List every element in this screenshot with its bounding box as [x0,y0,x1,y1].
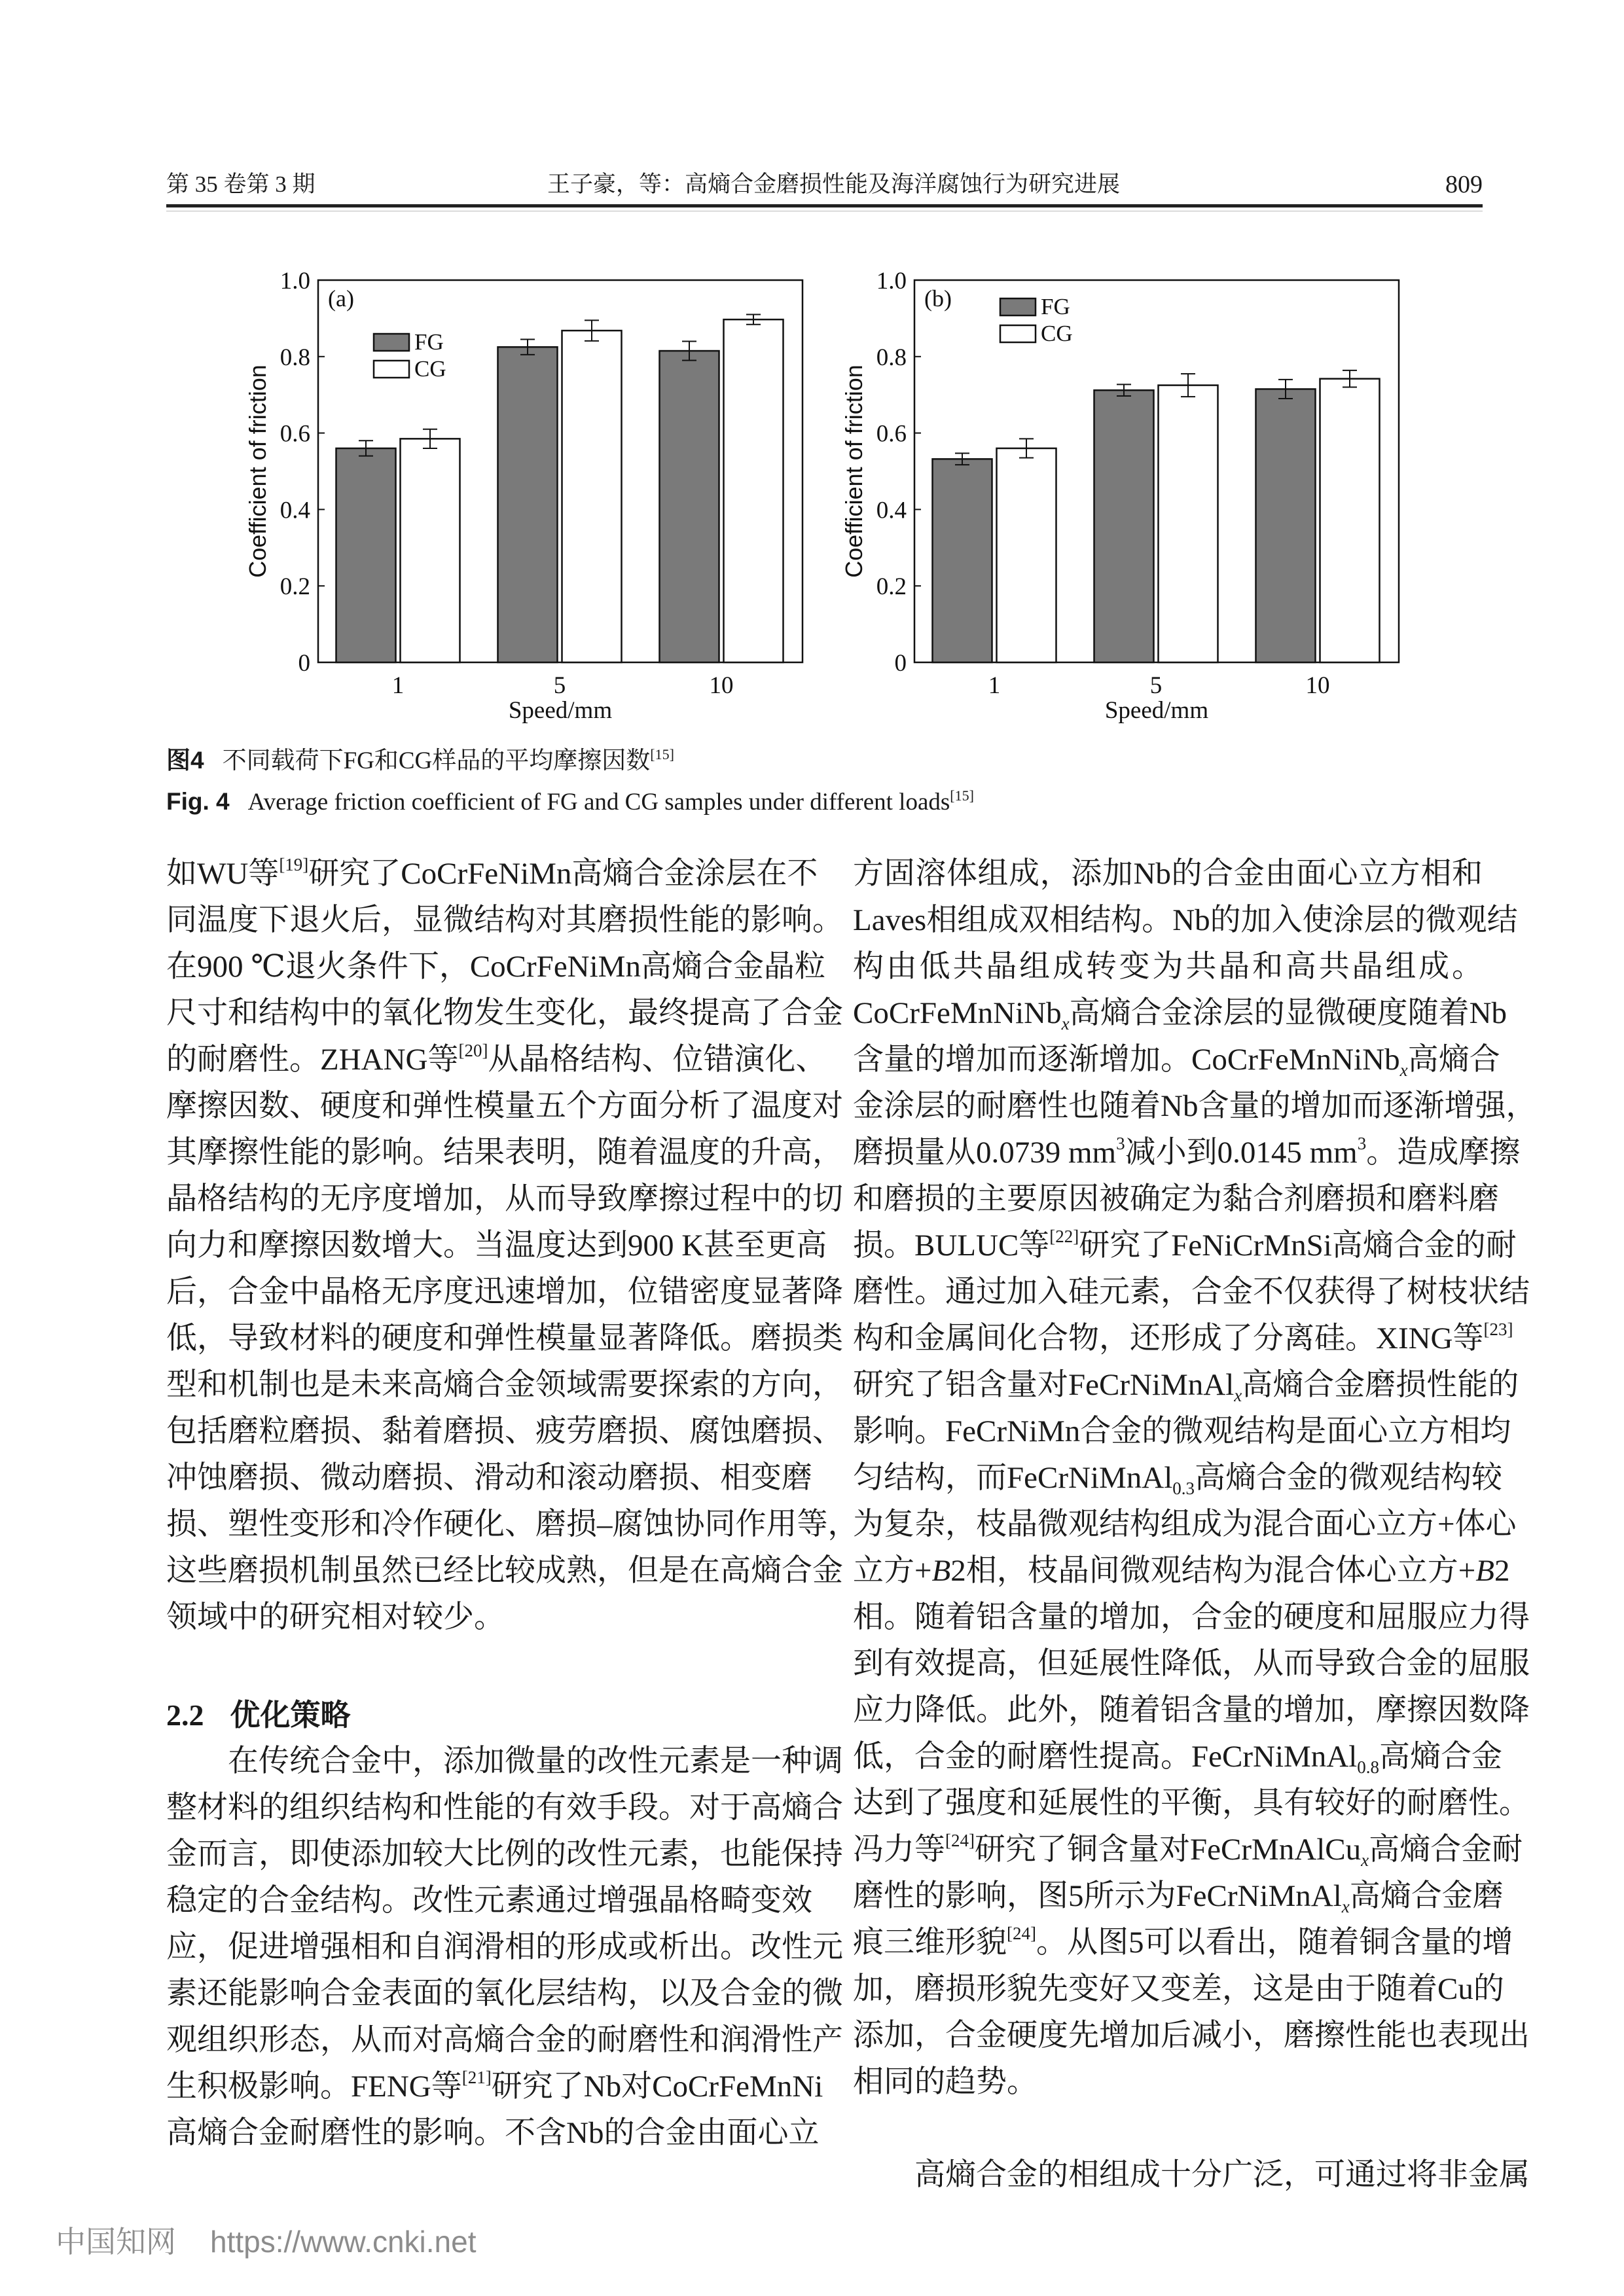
legend-swatch-fg [1000,298,1036,315]
text-line [166,1223,827,1269]
text-run: 同温度下退火后，显微结构对其磨损性能的影响。 [166,903,843,937]
text-line [166,1083,843,1130]
text-run: 高熵合金的微观结构较 [1195,1461,1503,1495]
text-line [166,2017,843,2064]
citation-ref: [20] [458,1041,488,1060]
x-tick-label: 1 [391,672,405,699]
y-tick-label: 0.2 [280,573,310,601]
citation-ref: [21] [461,2068,492,2087]
text-run: 整材料的组织结构和性能的有效手段。对于高熵合 [166,1791,843,1825]
caption-label-en: Fig. 4 [166,788,230,815]
text-run: Laves相组成双相结构。Nb的加入使涂层的微观结 [853,903,1518,937]
x-tick-label: 5 [553,672,566,699]
watermark-footer [56,2222,477,2261]
text-line [853,1594,1530,1641]
text-line [853,1920,1513,1966]
caption-text-cn: 不同载荷下FG和CG样品的平均摩擦因数 [222,747,651,774]
bar-cg [1320,379,1380,662]
text-run: 在900 ℃退火条件下，CoCrFeNiMn高熵合金晶粒 [166,950,825,984]
text-line [853,2059,1483,2106]
x-tick-label: 10 [709,672,734,699]
text-line [853,990,1507,1037]
text-line [853,1037,1500,1083]
text-run: 向力和摩擦因数增大。当温度达到900 K甚至更高 [166,1229,827,1263]
text-run: 磨性的影响，图5所示为FeCrNiMnAl [853,1879,1342,1913]
legend-label: FG [1041,294,1070,319]
y-tick-label: 0 [298,650,310,677]
journal-issue: 第 35 卷第 3 期 [166,171,316,197]
text-run: 痕三维形貌 [853,1926,1007,1960]
text-run: 高熵合金磨损性能的 [1242,1368,1519,1402]
subscript: x [1399,1060,1408,1080]
text-line [853,1641,1530,1687]
text-line [166,1176,843,1223]
text-line [166,1548,843,1594]
bar-fg [498,347,558,662]
text-run: 方固溶体组成，添加Nb的合金由面心立方相和 [853,857,1483,891]
paragraph [166,1738,843,2157]
text-line [853,1827,1523,1873]
text-line [166,1594,796,1641]
text-line [166,990,843,1037]
text-run: 到有效提高，但延展性降低，从而导致合金的屈服 [853,1647,1530,1681]
citation-ref: [19] [279,855,309,874]
text-run: 添加，合金硬度先增加后减小，磨擦性能也表现出 [853,2018,1530,2053]
page-number: 809 [1445,171,1483,198]
text-run: 高熵合金耐 [1369,1833,1523,1867]
text-run: 损、塑性变形和冷作硬化、磨损–腐蚀协同作用等， [166,1507,859,1541]
text-run: 研究了铝含量对FeCrNiMnAl [853,1368,1235,1402]
text-line [166,944,825,990]
bar-fg [1094,390,1154,662]
y-tick-label: 0.4 [280,497,310,524]
text-run: 相。随着铝含量的增加，合金的硬度和屈服应力得 [853,1600,1530,1634]
subscript: x [1234,1386,1242,1405]
text-run: 。从图5可以看出，随着铜含量的增 [1036,1926,1513,1960]
figure-caption-en [166,787,974,817]
y-tick-label: 0.6 [876,420,907,448]
text-run: 高熵合金的相组成十分广泛，可通过将非金属 [914,2158,1530,2192]
caption-ref-en: [15] [950,787,974,804]
text-run: 损。BULUC等 [853,1229,1050,1263]
superscript: 3 [1116,1134,1125,1153]
y-tick-label: 0 [894,650,907,677]
text-line [166,2110,820,2157]
panel-label: (a) [328,285,354,312]
legend-label: FG [414,329,444,355]
text-line [166,1269,843,1316]
text-run: 构和金属间化合物，还形成了分离硅。XING等 [853,1321,1484,1355]
text-line [166,2064,823,2110]
text-run: 如WU等 [166,857,280,891]
text-line [853,2152,1530,2198]
text-run: 加，磨损形貌先变好又变差，这是由于随着Cu的 [853,1972,1504,2006]
text-run: 2相，枝晶间微观结构为混合体心立方+ [950,1554,1476,1588]
text-run: 其摩擦性能的影响。结果表明，随着温度的升高， [166,1136,843,1170]
text-line [853,1083,1537,1130]
text-line [853,1687,1530,1734]
cnki-brand: 中国知网 [56,2225,176,2259]
text-line [853,1176,1499,1223]
text-run: 研究了FeNiCrMnSi高熵合金的耐 [1079,1229,1517,1263]
bar-cg [562,331,622,662]
text-run: 。造成摩擦 [1366,1136,1521,1170]
text-run: 匀结构，而FeCrNiMnAl [853,1461,1173,1495]
text-line [166,851,818,897]
text-run: CoCrFeMnNiNb [853,996,1062,1030]
x-tick-label: 5 [1149,672,1163,699]
bar-cg [724,319,784,662]
text-line [853,1455,1503,1501]
text-run: 高熵合金 [1379,1740,1503,1774]
text-line [853,1780,1530,1827]
y-tick-label: 0.4 [876,497,907,524]
header-rule [166,204,1483,207]
text-run: 冲蚀磨损、微动磨损、滑动和滚动磨损、相变磨 [166,1461,812,1495]
x-axis-label: Speed/mm [1104,697,1209,724]
text-line [166,1501,859,1548]
citation-ref: [23] [1483,1319,1513,1339]
bar-cg [1159,386,1218,662]
text-line [166,1316,843,1362]
text-run: 稳定的合金结构。改性元素通过增强晶格畸变效 [166,1884,812,1918]
body-column-left [166,851,859,2157]
text-run: 高熵合金磨 [1349,1879,1504,1913]
paragraph [166,851,859,1641]
text-run: 减小到0.0145 mm [1125,1136,1358,1170]
text-run: 应，促进增强相和自润滑相的形成或析出。改性元 [166,1930,843,1964]
paragraph [853,851,1537,2106]
text-run: 冯力等 [853,1833,945,1867]
text-run: 在传统合金中，添加微量的改性元素是一种调 [228,1744,843,1778]
bar-fg [660,351,719,662]
x-tick-label: 1 [988,672,1001,699]
bar-fg [336,448,396,662]
y-tick-label: 1.0 [280,268,310,295]
text-line [166,1408,843,1455]
text-line [166,1878,812,1924]
text-line [166,1455,812,1501]
text-run: 晶格结构的无序度增加，从而导致摩擦过程中的切 [166,1182,843,1216]
section-title: 优化策略 [230,1698,351,1732]
subscript: 0.8 [1357,1757,1380,1777]
citation-ref: [24] [945,1831,975,1850]
text-run: 相同的趋势。 [853,2065,1038,2099]
text-run: 生积极影响。FENG等 [166,2070,462,2104]
text-line [853,851,1483,897]
section-heading [166,1692,796,1738]
text-run: 金而言，即使添加较大比例的改性元素，也能保持 [166,1837,843,1871]
figure-caption-cn [166,746,674,776]
text-run: 研究了铜含量对FeCrMnAlCu [974,1833,1362,1867]
citation-ref: [22] [1049,1227,1079,1246]
text-run: 高熵合金涂层的显微硬度随着Nb [1069,996,1507,1030]
text-run: 摩擦因数、硬度和弹性模量五个方面分析了温度对 [166,1089,843,1123]
text-line [853,1873,1504,1920]
text-run: 低，导致材料的硬度和弹性模量显著降低。磨损类 [166,1321,843,1355]
text-line [853,1362,1519,1408]
text-run: 2 [1494,1554,1510,1588]
text-run: 领域中的研究相对较少。 [166,1600,505,1634]
text-run: 包括磨粒磨损、黏着磨损、疲劳磨损、腐蚀磨损、 [166,1414,843,1448]
text-line [853,1130,1521,1176]
text-line [166,1130,843,1176]
figure-4-bar-charts [0,249,1624,746]
text-line [166,897,843,944]
text-run: 磨性。通过加入硅元素，合金不仅获得了树枝状结 [853,1275,1530,1309]
text-line [166,1037,827,1083]
text-run: 构由低共晶组成转变为共晶和高共晶组成。 [853,950,1483,984]
text-run: 后，合金中晶格无序度迅速增加，位错密度显著降 [166,1275,843,1309]
panel-label: (b) [924,285,952,312]
text-line [853,1223,1517,1269]
legend-swatch-cg [1000,325,1036,342]
legend-label: CG [1041,321,1073,346]
text-line [853,1734,1503,1780]
paragraph [853,2152,1530,2198]
paragraph-gap [853,2106,1483,2152]
text-line [166,1362,843,1408]
subscript: 0.3 [1172,1479,1195,1498]
running-header [166,171,1483,198]
text-line [853,1501,1517,1548]
bar-cg [997,448,1056,662]
x-axis-label: Speed/mm [508,697,613,724]
text-line [166,1785,843,1831]
y-tick-label: 0.6 [280,420,310,448]
text-run: 这些磨损机制虽然已经比较成熟，但是在高熵合金 [166,1554,843,1588]
caption-label-cn: 图4 [166,747,204,774]
citation-ref: [24] [1007,1924,1036,1943]
text-run: 低，合金的耐磨性提高。FeCrNiMnAl [853,1740,1358,1774]
text-line [853,1269,1530,1316]
text-run: 尺寸和结构中的氧化物发生变化，最终提高了合金 [166,996,843,1030]
caption-text-en: Average friction coefficient of FG and CG samples under different loads [247,789,950,816]
text-line [853,1316,1513,1362]
running-title: 王子豪，等：高熵合金磨损性能及海洋腐蚀行为研究进展 [547,171,1121,197]
text-run: 高熵合 [1407,1043,1500,1077]
text-run: 影响。FeCrNiMn合金的微观结构是面心立方相均 [853,1414,1511,1448]
text-run: 研究了Nb对CoCrFeMnNi [491,2070,823,2104]
text-run: 从晶格结构、位错演化、 [488,1043,827,1077]
text-line [166,1924,843,1971]
text-run: 和磨损的主要原因被确定为黏合剂磨损和磨料磨 [853,1182,1499,1216]
text-line [853,1548,1510,1594]
y-tick-label: 0.8 [876,344,907,371]
bar-fg [1256,389,1316,662]
text-run: 研究了CoCrFeNiMn高熵合金涂层在不 [308,857,818,891]
subscript: x [1361,1850,1369,1870]
text-line [853,897,1518,944]
text-run: 磨损量从0.0739 mm [853,1136,1117,1170]
legend-label: CG [414,356,446,382]
text-line [853,1408,1511,1455]
bar-fg [933,459,992,662]
y-tick-label: 1.0 [876,268,907,295]
text-run: 应力降低。此外，随着铝含量的增加，摩擦因数降 [853,1693,1530,1727]
text-run: 素还能影响合金表面的氧化层结构，以及合金的微 [166,1977,843,2011]
body-column-right [853,851,1537,2198]
text-run: 高熵合金耐磨性的影响。不含Nb的合金由面心立 [166,2116,820,2150]
text-line [853,944,1483,990]
caption-ref-cn: [15] [650,746,674,762]
text-run: 达到了强度和延展性的平衡，具有较好的耐磨性。 [853,1786,1530,1820]
subscript: x [1341,1897,1350,1916]
superscript: 3 [1357,1134,1367,1153]
legend-swatch-cg [374,361,409,378]
section-number: 2.2 [166,1698,204,1732]
y-axis-label: Coefficient of friction [840,365,867,578]
y-axis-label: Coefficient of friction [244,365,271,578]
text-line [166,1738,843,1785]
italic-text: B [931,1554,951,1588]
subscript: x [1061,1014,1070,1033]
text-line [853,1966,1504,2013]
x-tick-label: 10 [1305,672,1330,699]
italic-text: B [1475,1554,1494,1588]
y-tick-label: 0.8 [280,344,310,371]
text-line [853,2013,1530,2059]
text-run: 立方+ [853,1554,932,1588]
text-line [166,1971,843,2017]
text-run: 型和机制也是未来高熵合金领域需要探索的方向， [166,1368,843,1402]
text-line [166,1831,843,1878]
cnki-url[interactable]: https://www.cnki.net [210,2225,477,2259]
text-run: 含量的增加而逐渐增加。CoCrFeMnNiNb [853,1043,1400,1077]
legend-swatch-fg [374,334,409,351]
text-run: 金涂层的耐磨性也随着Nb含量的增加而逐渐增强， [853,1089,1537,1123]
text-run: 为复杂，枝晶微观结构组成为混合面心立方+体心 [853,1507,1517,1541]
text-run: 的耐磨性。ZHANG等 [166,1043,459,1077]
text-run: 观组织形态，从而对高熵合金的耐磨性和润滑性产 [166,2023,843,2057]
bar-cg [401,439,460,662]
y-tick-label: 0.2 [876,573,907,601]
